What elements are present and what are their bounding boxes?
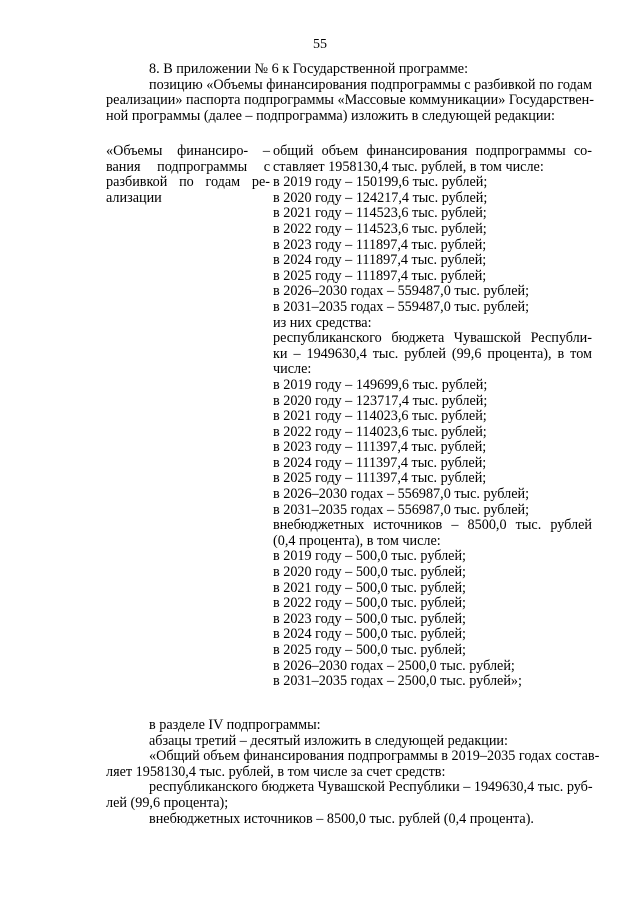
page-number: 55 — [313, 37, 327, 52]
intro-line: ной программы (далее – подпрограмма) изложить в следующей редакции: — [106, 107, 555, 124]
table-right-line: в 2025 году – 500,0 тыс. рублей; — [273, 642, 466, 658]
closing-paragraphs — [106, 717, 600, 827]
tail-line: республиканского бюджета Чувашской Республики – 1949630,4 тыс. руб- — [149, 779, 593, 796]
table-right-line: общий объем финансирования подпрограммы со- — [273, 143, 592, 159]
table-right-line: в 2026–2030 годах – 2500,0 тыс. рублей; — [273, 657, 515, 674]
tail-line: в разделе IV подпрограммы: — [149, 717, 321, 733]
table-right-line: из них средства: — [273, 314, 372, 331]
intro-line: 8. В приложении № 6 к Государственной программе: — [149, 61, 469, 77]
table-right-line: в 2025 году – 111897,4 тыс. рублей; — [273, 267, 487, 284]
table-right-line: в 2022 году – 114023,6 тыс. рублей; — [273, 423, 487, 440]
table-right-line: в 2019 году – 149699,6 тыс. рублей; — [273, 376, 488, 393]
intro-paragraph — [106, 62, 592, 124]
table-right-line: в 2019 году – 150199,6 тыс. рублей; — [273, 174, 488, 191]
table-right-line: ки – 1949630,4 тыс. рублей (99,6 процента), в том — [273, 345, 592, 362]
table-left-line: вания подпрограммы с — [106, 158, 270, 175]
table-right-line: в 2022 году – 114523,6 тыс. рублей; — [273, 220, 487, 237]
table-right-line: в 2031–2035 годах – 2500,0 тыс. рублей»; — [273, 673, 522, 690]
tail-line: абзацы третий – десятый изложить в следующей редакции: — [149, 732, 508, 749]
table-right-line: в 2020 году – 123717,4 тыс. рублей; — [273, 392, 488, 409]
table-right-line: в 2021 году – 114523,6 тыс. рублей; — [273, 205, 487, 222]
table-left-line: «Объемы финансиро- – — [106, 143, 270, 159]
table-right-line: в 2024 году – 111397,4 тыс. рублей; — [273, 454, 487, 471]
table-right-line: (0,4 процента), в том числе: — [273, 532, 441, 549]
table-right-line: числе: — [273, 361, 312, 378]
table-right-line: в 2021 году – 500,0 тыс. рублей; — [273, 579, 466, 596]
tail-line: лей (99,6 процента); — [106, 794, 229, 811]
tail-line: ляет 1958130,4 тыс. рублей, в том числе за счет средств: — [106, 763, 446, 780]
tail-line: «Общий объем финансирования подпрограммы в 2019–2035 годах состав- — [149, 748, 600, 765]
tail-line: внебюджетных источников – 8500,0 тыс. рублей (0,4 процента). — [149, 810, 534, 827]
table-right-line: в 2020 году – 124217,4 тыс. рублей; — [273, 189, 488, 206]
table-right-line: в 2022 году – 500,0 тыс. рублей; — [273, 595, 466, 612]
table-right-line: в 2019 году – 500,0 тыс. рублей; — [273, 548, 466, 565]
table-right-line: в 2023 году – 111397,4 тыс. рублей; — [273, 439, 487, 456]
table-left-line: разбивкой по годам ре- — [106, 174, 270, 191]
table-right-line: внебюджетных источников – 8500,0 тыс. рублей — [273, 517, 592, 534]
table-right-line: в 2023 году – 111897,4 тыс. рублей; — [273, 236, 487, 253]
intro-line: позицию «Объемы финансирования подпрограммы с разбивкой по годам — [149, 76, 592, 93]
table-right-line: в 2025 году – 111397,4 тыс. рублей; — [273, 470, 487, 487]
table-right-line: в 2026–2030 годах – 559487,0 тыс. рублей; — [273, 283, 530, 300]
table-right-line: в 2024 году – 111897,4 тыс. рублей; — [273, 252, 487, 269]
intro-line: реализации» паспорта подпрограммы «Массовые коммуникации» Государствен- — [106, 92, 594, 109]
table-right-line: в 2021 году – 114023,6 тыс. рублей; — [273, 408, 487, 425]
table-right-line: в 2031–2035 годах – 556987,0 тыс. рублей; — [273, 501, 530, 518]
table-right-line: в 2024 году – 500,0 тыс. рублей; — [273, 626, 466, 643]
table-left-column — [106, 144, 270, 206]
table-right-line: в 2031–2035 годах – 559487,0 тыс. рублей; — [273, 298, 530, 315]
table-right-line: республиканского бюджета Чувашской Республи- — [273, 330, 592, 347]
table-right-line: в 2020 году – 500,0 тыс. рублей; — [273, 564, 466, 581]
table-right-line: в 2026–2030 годах – 556987,0 тыс. рублей; — [273, 486, 530, 503]
table-left-line: ализации — [106, 189, 162, 206]
table-right-line: в 2023 году – 500,0 тыс. рублей; — [273, 610, 466, 627]
table-right-line: ставляет 1958130,4 тыс. рублей, в том числе: — [273, 158, 544, 175]
table-right-column — [273, 144, 592, 690]
